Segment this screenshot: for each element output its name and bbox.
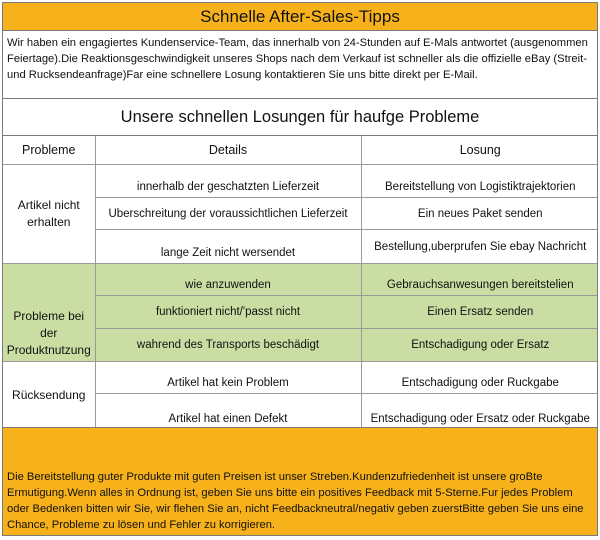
table-header-row	[3, 136, 598, 165]
solution-cell: Entschadigung oder Ersatz oder Ruckgabe	[361, 394, 598, 430]
solution-cell: Gebrauchsanwesungen bereitstelien	[361, 264, 598, 296]
intro-paragraph: Wir haben ein engagiertes Kundenservice-Team, das innerhalb von 24-Stunden auf E-Mals antwortet (ausgenommen Feiertage).Die Reaktionsgeschwindigkeit unseres Shops nach dem Verkauf ist schneller als die offizielle eBay (Streit- und Rucksendeanfrage)Far eine schnellere Losung kontaktieren Sie uns bitte direkt per E-Mail.	[3, 31, 597, 99]
details-cell: wie anzuwenden	[95, 264, 361, 296]
page-title: Schnelle After-Sales-Tipps	[3, 3, 597, 31]
header-problem: Probleme	[3, 136, 95, 165]
section-subtitle: Unsere schnellen Losungen für haufge Probleme	[3, 99, 597, 136]
solutions-table	[3, 136, 598, 430]
problem-cell: Rücksendung	[3, 362, 95, 430]
details-cell: wahrend des Transports beschädigt	[95, 329, 361, 362]
solution-cell: Ein neues Paket senden	[361, 198, 598, 230]
solution-cell: Bereitstellung von Logistiktrajektorien	[361, 165, 598, 198]
table-row	[3, 362, 598, 394]
details-cell: innerhalb der geschatzten Lieferzeit	[95, 165, 361, 198]
details-cell: funktioniert nicht/'passt nicht	[95, 296, 361, 329]
header-solution: Losung	[361, 136, 598, 165]
problem-cell: Artikel nicht erhalten	[3, 165, 95, 264]
table-row	[3, 264, 598, 296]
details-cell: lange Zeit nicht wersendet	[95, 230, 361, 264]
problem-cell: Probleme bei der Produktnutzung	[3, 264, 95, 362]
solution-cell: Entschadigung oder Ersatz	[361, 329, 598, 362]
details-cell: Artikel hat einen Defekt	[95, 394, 361, 430]
header-details: Details	[95, 136, 361, 165]
footer-band	[3, 427, 597, 535]
solution-cell: Einen Ersatz senden	[361, 296, 598, 329]
after-sales-sheet	[2, 2, 598, 536]
solution-cell: Bestellung,uberprufen Sie ebay Nachricht	[361, 230, 598, 264]
footer-paragraph: Die Bereitstellung guter Produkte mit guten Preisen ist unser Streben.Kundenzufriedenheit ist unsere groBte Ermutigung.Wenn alles in Ordnung ist, geben Sie uns bitte ein positives Feedback mit 5-Sterne.Fur jedes Problem oder Bedenken bitten wir Sie, wir flehen Sie an, nicht Feedbackneutral/negativ geben zuerstBitte geben Sie uns eine Chance, Probleme zu lösen und Fehler zu korrigieren.	[7, 471, 584, 531]
solution-cell: Entschadigung oder Ruckgabe	[361, 362, 598, 394]
table-row	[3, 165, 598, 198]
details-cell: Artikel hat kein Problem	[95, 362, 361, 394]
details-cell: Uberschreitung der voraussichtlichen Lieferzeit	[95, 198, 361, 230]
